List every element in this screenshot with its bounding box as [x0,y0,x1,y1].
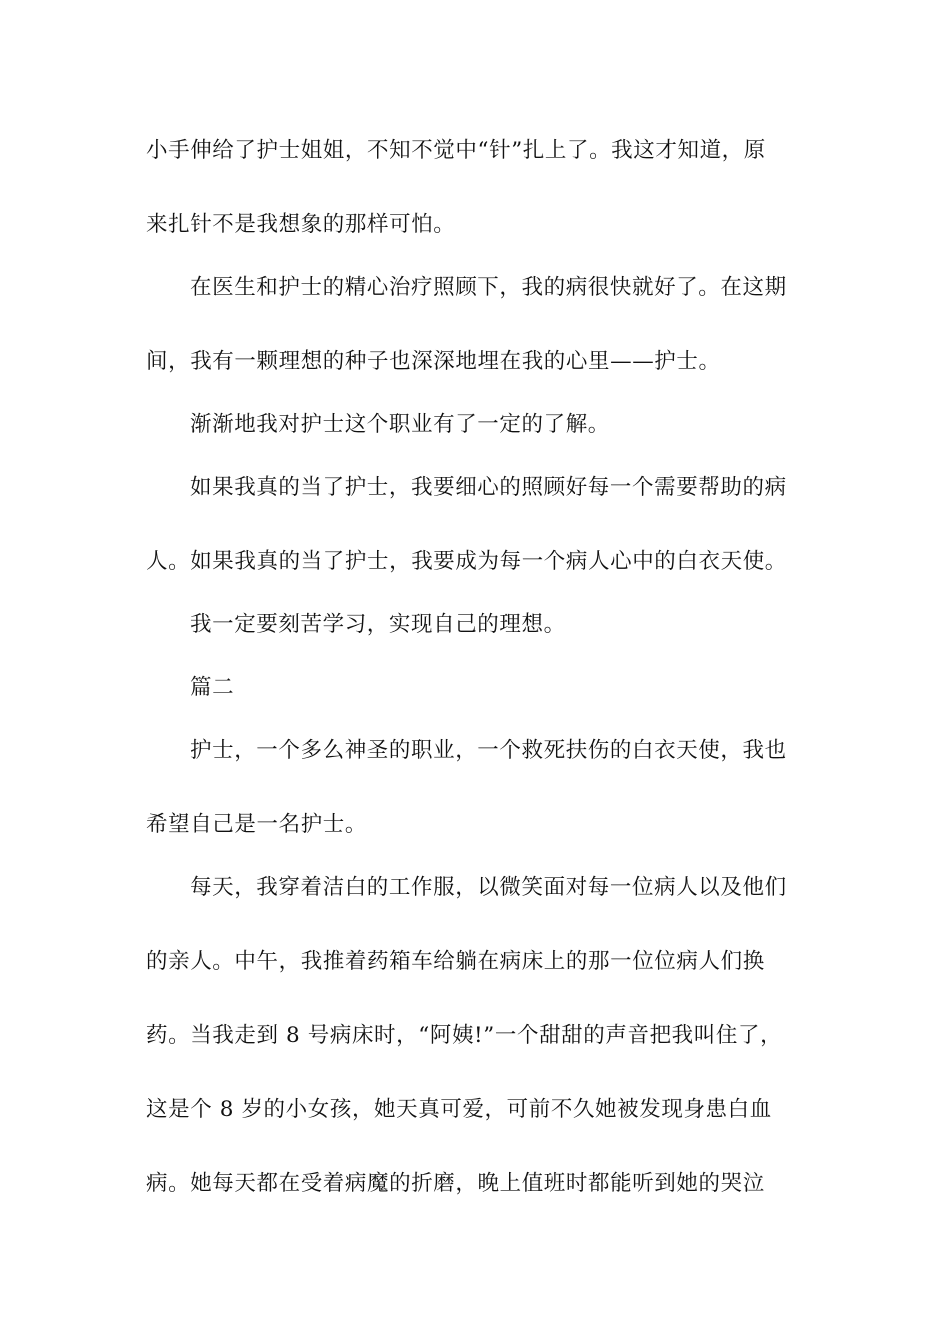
text-line: 来扎针不是我想象的那样可怕。 [146,212,456,237]
text-line: 间，我有一颗理想的种子也深深地埋在我的心里——护士。 [146,349,721,374]
paragraph-first-line: 我一定要刻苦学习，实现自己的理想。 [190,612,566,637]
text-line: 希望自己是一名护士。 [146,812,368,837]
paragraph-first-line: 在医生和护士的精心治疗照顾下，我的病很快就好了。在这期 [190,275,787,300]
section-heading: 篇二 [190,675,235,700]
text-line: 小手伸给了护士姐姐，不知不觉中“针”扎上了。我这才知道，原 [146,138,766,163]
paragraph-first-line: 护士，一个多么神圣的职业，一个救死扶伤的白衣天使，我也 [190,738,787,763]
text-line: 的亲人。中午，我推着药箱车给躺在病床上的那一位位病人们换 [146,949,765,974]
text-line: 这是个 8 岁的小女孩，她天真可爱，可前不久她被发现身患白血 [146,1097,772,1122]
paragraph-first-line: 如果我真的当了护士，我要细心的照顾好每一个需要帮助的病 [190,475,787,500]
paragraph-first-line: 每天，我穿着洁白的工作服，以微笑面对每一位病人以及他们 [190,875,787,900]
text-line: 病。她每天都在受着病魔的折磨，晚上值班时都能听到她的哭泣 [146,1171,765,1196]
text-line: 人。如果我真的当了护士，我要成为每一个病人心中的白衣天使。 [146,549,787,574]
paragraph-first-line: 渐渐地我对护士这个职业有了一定的了解。 [190,412,610,437]
text-line: 药。当我走到 8 号病床时，“阿姨!”一个甜甜的声音把我叫住了， [146,1023,783,1048]
